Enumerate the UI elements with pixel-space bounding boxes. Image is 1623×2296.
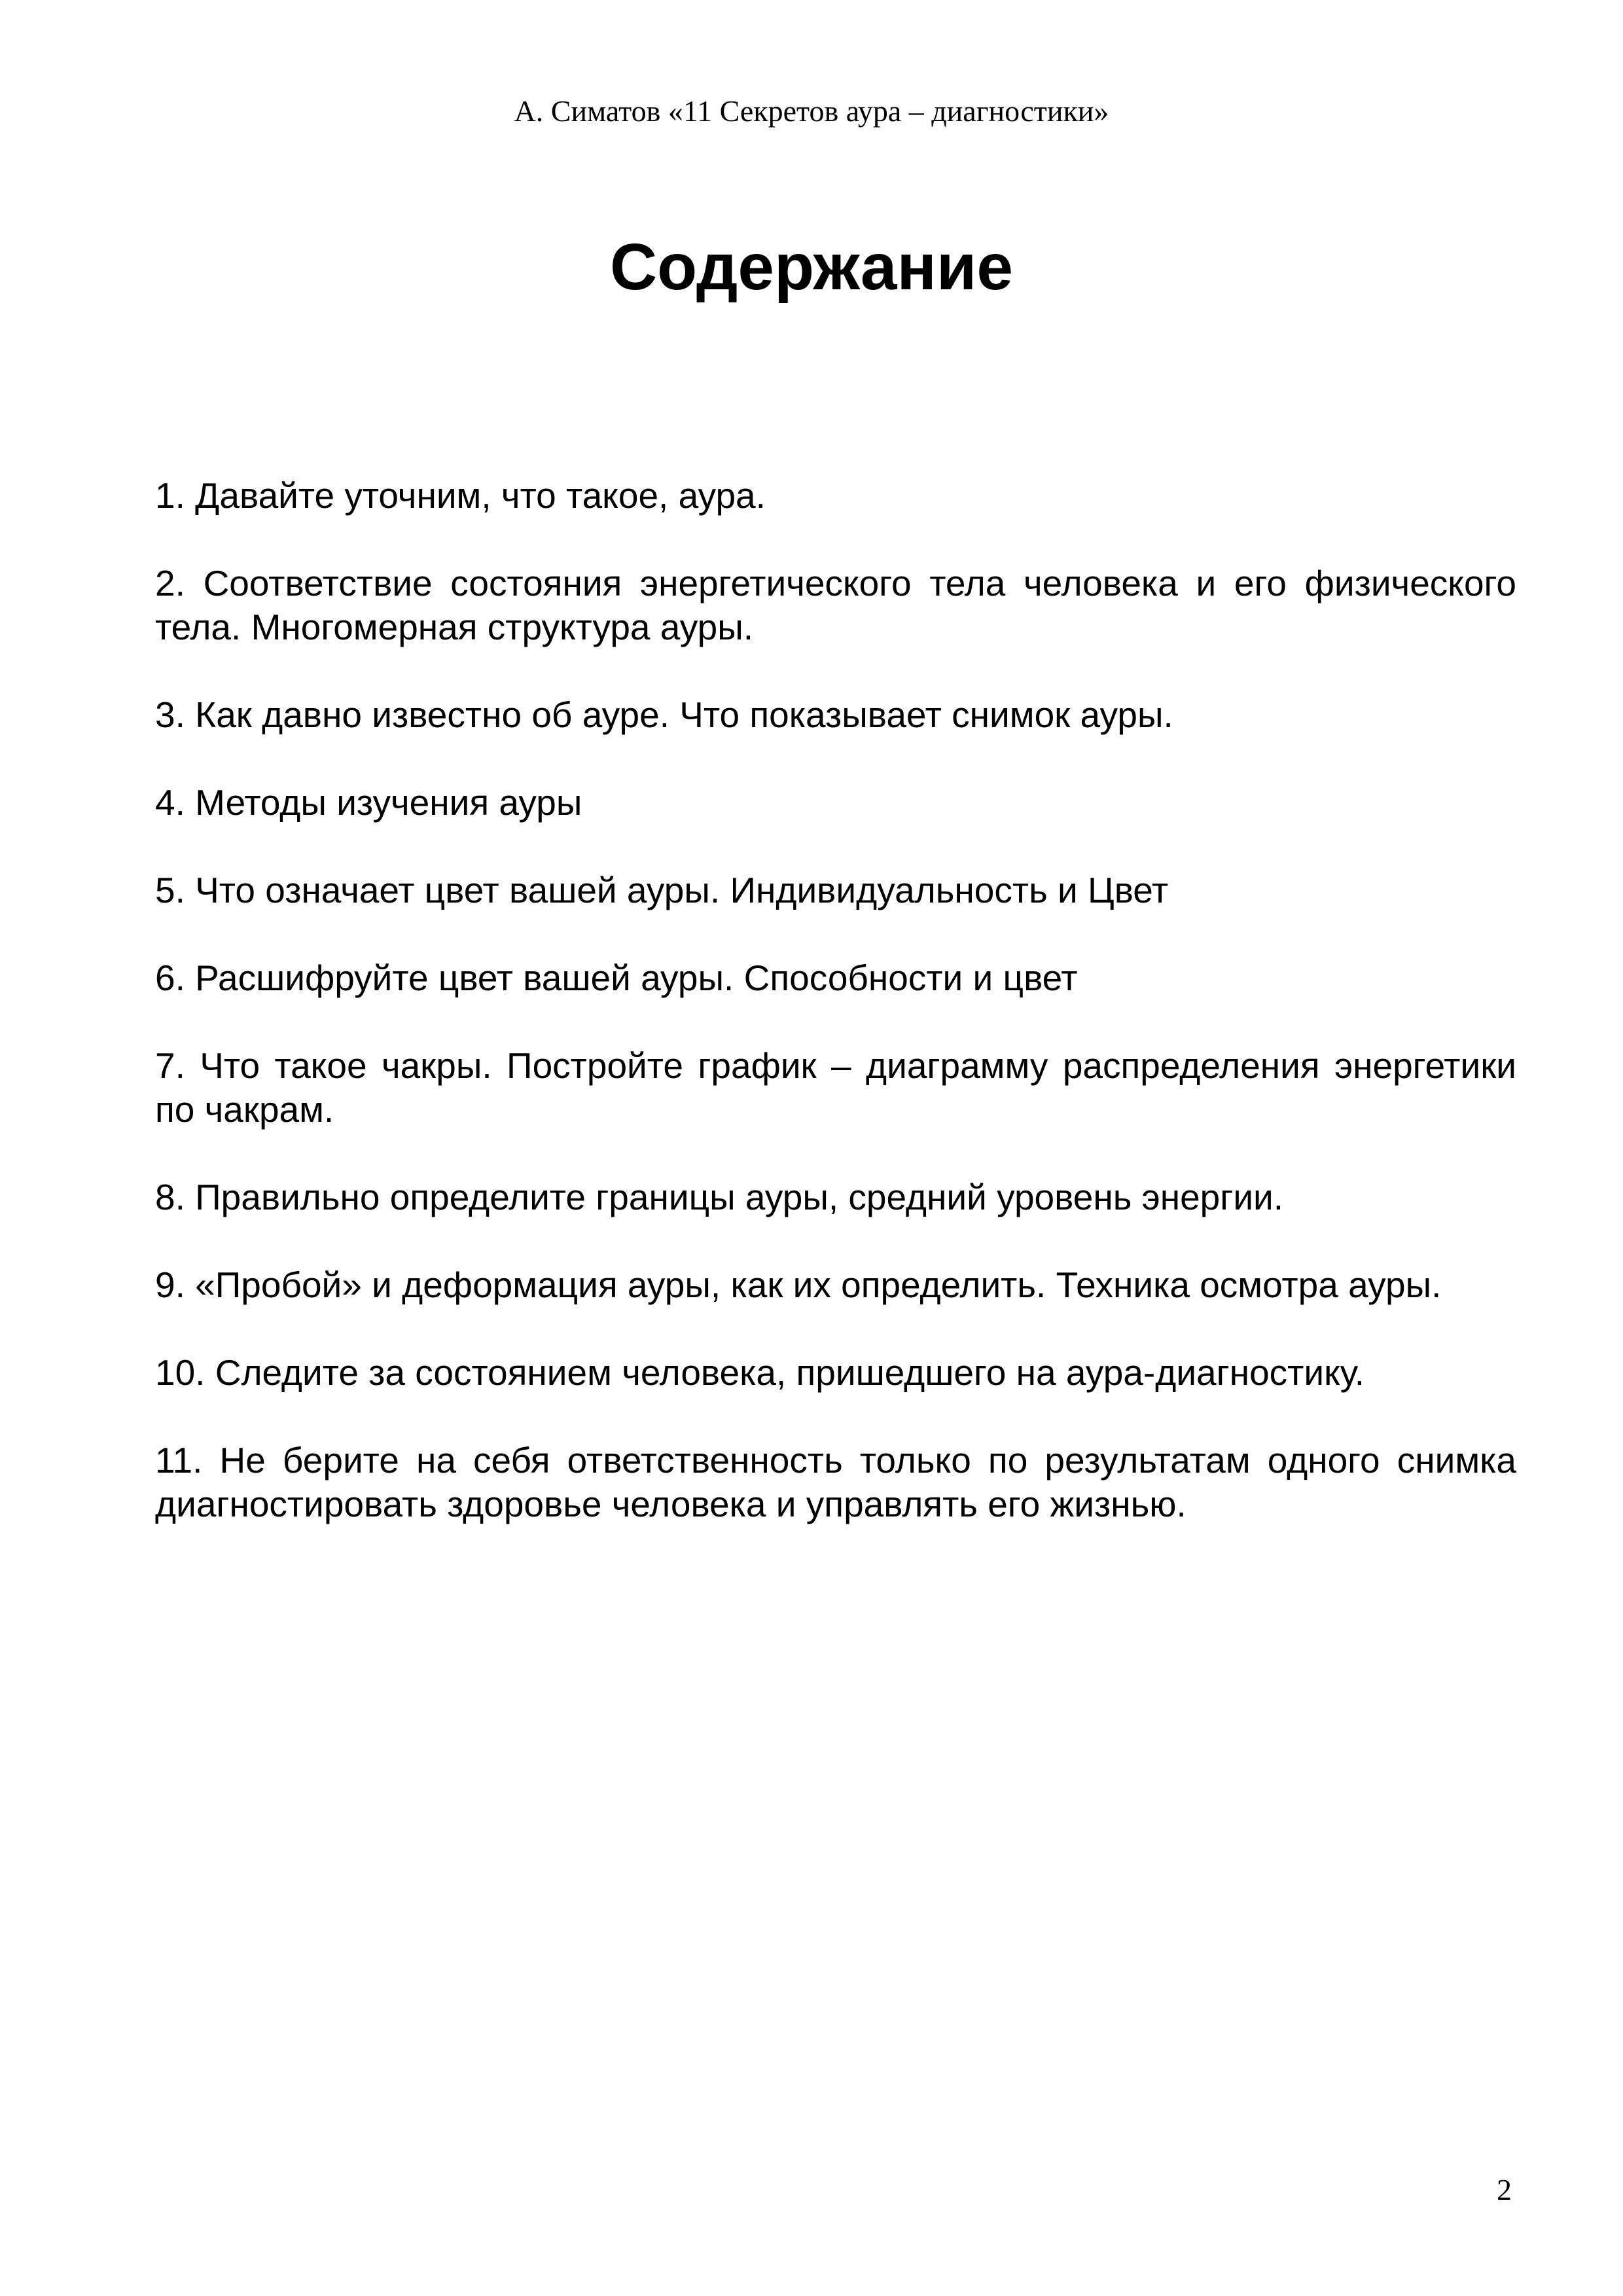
- toc-item-8: 8. Правильно определите границы ауры, средний уровень энергии.: [155, 1177, 1284, 1217]
- toc-item-2: 2. Соответствие состояния энергетического тела человека и его физического тела. Многомерная структура ауры.: [155, 563, 1516, 647]
- toc-item-11: 11. Не берите на себя ответственность только по результатам одного снимка диагностировать здоровье человека и управлять его жизнью.: [155, 1440, 1516, 1524]
- toc-item-6: 6. Расшифруйте цвет вашей ауры. Способности и цвет: [155, 958, 1078, 998]
- page-title: Содержание: [609, 230, 1014, 304]
- toc-item-3: 3. Как давно известно об ауре. Что показывает снимок ауры.: [155, 694, 1173, 735]
- toc-item-10: 10. Следите за состоянием человека, пришедшего на аура-диагностику.: [155, 1352, 1365, 1393]
- toc-item-1: 1. Давайте уточним, что такое, аура.: [155, 475, 766, 516]
- running-header: А. Симатов «11 Секретов аура – диагностики»: [514, 94, 1109, 128]
- table-of-contents: [155, 474, 1516, 1570]
- toc-item-7: 7. Что такое чакры. Постройте график – диаграмму распределения энергетики по чакрам.: [155, 1045, 1516, 1130]
- toc-item-5: 5. Что означает цвет вашей ауры. Индивидуальность и Цвет: [155, 870, 1169, 910]
- toc-item-4: 4. Методы изучения ауры: [155, 782, 582, 823]
- toc-item-9: 9. «Пробой» и деформация ауры, как их определить. Техника осмотра ауры.: [155, 1265, 1442, 1305]
- page-number: 2: [1497, 2173, 1512, 2206]
